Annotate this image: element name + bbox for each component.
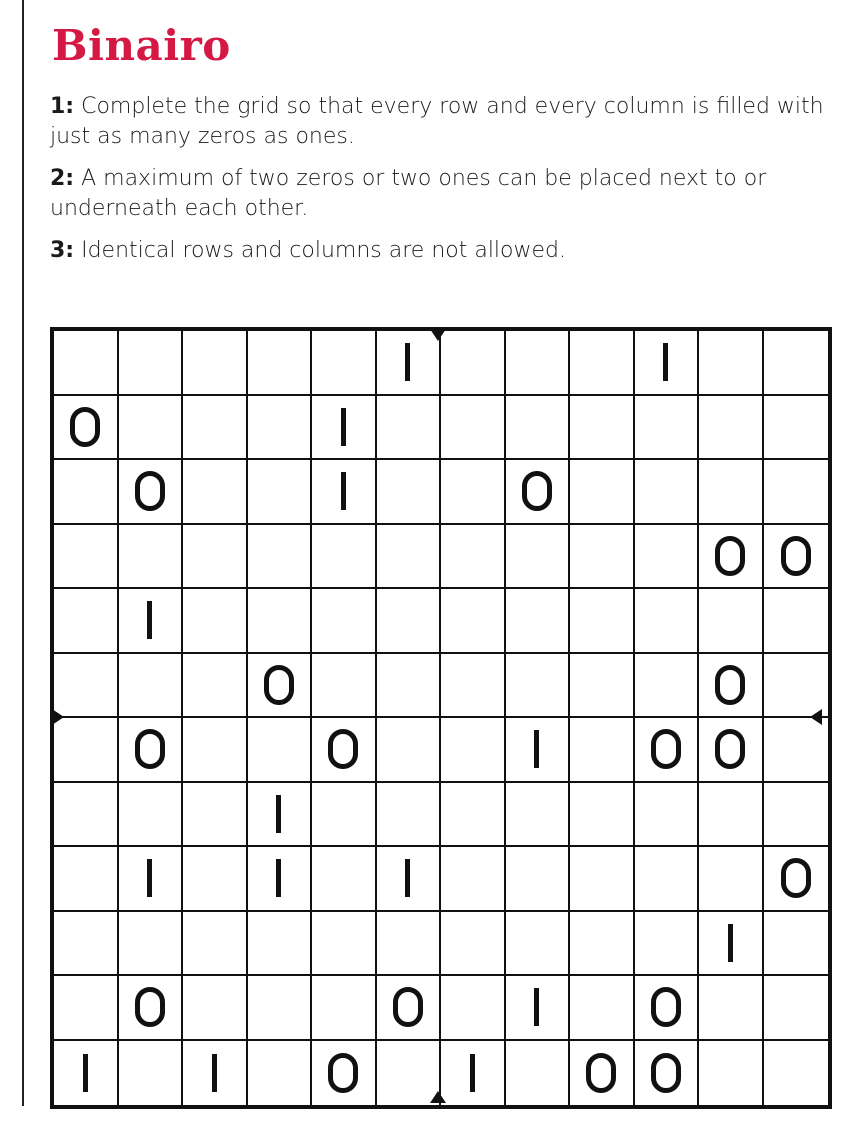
digit-zero: [715, 665, 745, 705]
grid-cell-r6-c6[interactable]: [377, 654, 442, 719]
grid-cell-r10-c11: [699, 912, 764, 977]
grid-cell-r8-c12[interactable]: [764, 783, 829, 848]
grid-cell-r1-c3[interactable]: [183, 331, 248, 396]
grid-cell-r8-c1[interactable]: [54, 783, 119, 848]
grid-cell-r5-c4[interactable]: [248, 589, 313, 654]
grid-cell-r1-c2[interactable]: [119, 331, 184, 396]
grid-cell-r2-c2[interactable]: [119, 396, 184, 461]
grid-cell-r7-c4[interactable]: [248, 718, 313, 783]
grid-cell-r11-c11[interactable]: [699, 976, 764, 1041]
digit-zero: [715, 536, 745, 576]
grid-cell-r3-c3[interactable]: [183, 460, 248, 525]
digit-zero: [715, 729, 745, 769]
digit-zero: [522, 471, 552, 511]
digit-one: [405, 343, 410, 381]
grid-cell-r10-c5[interactable]: [312, 912, 377, 977]
digit-one: [276, 859, 281, 897]
grid-cell-r7-c9[interactable]: [570, 718, 635, 783]
grid-cell-r8-c4: [248, 783, 313, 848]
grid-cell-r4-c9[interactable]: [570, 525, 635, 590]
grid-cell-r10-c7[interactable]: [441, 912, 506, 977]
grid-cell-r6-c4: [248, 654, 313, 719]
grid-cell-r7-c5: [312, 718, 377, 783]
digit-zero: [393, 987, 423, 1027]
grid-cell-r7-c12[interactable]: [764, 718, 829, 783]
grid-cell-r11-c6: [377, 976, 442, 1041]
grid-cell-r9-c8[interactable]: [506, 847, 571, 912]
grid-cell-r11-c9[interactable]: [570, 976, 635, 1041]
grid-cell-r8-c2[interactable]: [119, 783, 184, 848]
grid-cell-r8-c7[interactable]: [441, 783, 506, 848]
rule-number: 2:: [50, 166, 75, 191]
grid-cell-r11-c1[interactable]: [54, 976, 119, 1041]
grid-cell-r4-c7[interactable]: [441, 525, 506, 590]
rule-2: [50, 164, 840, 224]
binairo-grid: [50, 327, 832, 1109]
digit-one: [212, 1054, 217, 1092]
digit-zero: [328, 1053, 358, 1093]
grid-cell-r5-c10[interactable]: [635, 589, 700, 654]
grid-cell-r3-c6[interactable]: [377, 460, 442, 525]
grid-cell-r4-c5[interactable]: [312, 525, 377, 590]
grid-cell-r4-c8[interactable]: [506, 525, 571, 590]
grid-cell-r7-c6[interactable]: [377, 718, 442, 783]
grid-cell-r3-c12[interactable]: [764, 460, 829, 525]
grid-cell-r2-c8[interactable]: [506, 396, 571, 461]
digit-one: [276, 795, 281, 833]
digit-one: [405, 859, 410, 897]
grid-cell-r12-c7: [441, 1041, 506, 1106]
digit-zero: [651, 987, 681, 1027]
grid-cell-r1-c7[interactable]: [441, 331, 506, 396]
grid-cell-r6-c8[interactable]: [506, 654, 571, 719]
grid-cell-r4-c3[interactable]: [183, 525, 248, 590]
grid-cell-r4-c1[interactable]: [54, 525, 119, 590]
digit-zero: [135, 987, 165, 1027]
grid-cell-r4-c12: [764, 525, 829, 590]
rule-text: A maximum of two zeros or two ones can be placed next to or underneath each other.: [50, 166, 767, 221]
rule-text: Complete the grid so that every row and every column is filled with just as many zeros as ones.: [50, 94, 824, 149]
grid-cell-r3-c10[interactable]: [635, 460, 700, 525]
grid-cell-r11-c4[interactable]: [248, 976, 313, 1041]
grid-cell-r5-c9[interactable]: [570, 589, 635, 654]
grid-cell-r10-c4[interactable]: [248, 912, 313, 977]
grid-cell-r8-c10[interactable]: [635, 783, 700, 848]
center-marker-left-icon: [52, 709, 64, 725]
center-marker-right-icon: [810, 709, 822, 725]
grid-cell-r12-c8[interactable]: [506, 1041, 571, 1106]
digit-one: [147, 601, 152, 639]
digit-zero: [651, 1053, 681, 1093]
rule-number: 3:: [50, 238, 75, 263]
digit-one: [341, 408, 346, 446]
grid-cell-r12-c1: [54, 1041, 119, 1106]
grid-cell-r5-c5[interactable]: [312, 589, 377, 654]
grid-cell-r6-c9[interactable]: [570, 654, 635, 719]
grid-cell-r2-c11[interactable]: [699, 396, 764, 461]
rule-number: 1:: [50, 94, 75, 119]
grid-cell-r9-c1[interactable]: [54, 847, 119, 912]
grid-cell-r7-c10: [635, 718, 700, 783]
grid-cell-r9-c7[interactable]: [441, 847, 506, 912]
grid-cell-r6-c11: [699, 654, 764, 719]
grid-cell-r12-c9: [570, 1041, 635, 1106]
digit-zero: [70, 407, 100, 447]
grid-cell-r9-c9[interactable]: [570, 847, 635, 912]
grid-cell-r1-c1[interactable]: [54, 331, 119, 396]
grid-cell-r10-c8[interactable]: [506, 912, 571, 977]
digit-zero: [651, 729, 681, 769]
grid-cell-r1-c4[interactable]: [248, 331, 313, 396]
puzzle-title: Binairo: [52, 21, 231, 70]
digit-zero: [328, 729, 358, 769]
left-margin-rule: [22, 0, 24, 1106]
grid-cell-r3-c2: [119, 460, 184, 525]
grid-cell-r3-c4[interactable]: [248, 460, 313, 525]
grid-cell-r8-c6[interactable]: [377, 783, 442, 848]
grid-cell-r9-c3[interactable]: [183, 847, 248, 912]
grid-cell-r9-c4: [248, 847, 313, 912]
grid-cell-r8-c8[interactable]: [506, 783, 571, 848]
grid-cell-r1-c12[interactable]: [764, 331, 829, 396]
digit-one: [534, 730, 539, 768]
grid-cell-r8-c5[interactable]: [312, 783, 377, 848]
digit-zero: [135, 471, 165, 511]
digit-one: [470, 1054, 475, 1092]
grid-cell-r3-c8: [506, 460, 571, 525]
grid-cell-r9-c6: [377, 847, 442, 912]
grid-cell-r5-c1[interactable]: [54, 589, 119, 654]
grid-cell-r11-c2: [119, 976, 184, 1041]
grid-cell-r12-c5: [312, 1041, 377, 1106]
grid-cell-r11-c3[interactable]: [183, 976, 248, 1041]
digit-zero: [264, 665, 294, 705]
grid-cell-r2-c5: [312, 396, 377, 461]
grid-cell-r3-c11[interactable]: [699, 460, 764, 525]
rule-3: [50, 236, 840, 266]
grid-cell-r11-c7[interactable]: [441, 976, 506, 1041]
grid-cell-r5-c2: [119, 589, 184, 654]
grid-cell-r6-c10[interactable]: [635, 654, 700, 719]
rule-text: Identical rows and columns are not allowed.: [74, 238, 566, 263]
grid-cell-r9-c10[interactable]: [635, 847, 700, 912]
grid-cell-r4-c4[interactable]: [248, 525, 313, 590]
digit-zero: [135, 729, 165, 769]
grid-cell-r1-c10: [635, 331, 700, 396]
grid-cell-r10-c12[interactable]: [764, 912, 829, 977]
grid-cell-r12-c3: [183, 1041, 248, 1106]
grid-cell-r9-c12: [764, 847, 829, 912]
grid-cell-r10-c6[interactable]: [377, 912, 442, 977]
grid-cell-r1-c9[interactable]: [570, 331, 635, 396]
grid-cell-r6-c2[interactable]: [119, 654, 184, 719]
digit-one: [663, 343, 668, 381]
grid-cell-r2-c10[interactable]: [635, 396, 700, 461]
digit-zero: [586, 1053, 616, 1093]
digit-one: [341, 472, 346, 510]
grid-cell-r7-c3[interactable]: [183, 718, 248, 783]
grid-cell-r7-c2: [119, 718, 184, 783]
grid-cell-r11-c12[interactable]: [764, 976, 829, 1041]
grid-cell-r9-c11[interactable]: [699, 847, 764, 912]
digit-one: [534, 988, 539, 1026]
grid-cell-r2-c4[interactable]: [248, 396, 313, 461]
grid-cell-r6-c7[interactable]: [441, 654, 506, 719]
grid-cell-r10-c3[interactable]: [183, 912, 248, 977]
grid-cell-r5-c7[interactable]: [441, 589, 506, 654]
grid-cell-r5-c6[interactable]: [377, 589, 442, 654]
grid-cell-r1-c5[interactable]: [312, 331, 377, 396]
grid-cell-r12-c4[interactable]: [248, 1041, 313, 1106]
grid-cell-r12-c10: [635, 1041, 700, 1106]
rule-1: [50, 92, 840, 152]
grid-cell-r8-c11[interactable]: [699, 783, 764, 848]
digit-one: [83, 1054, 88, 1092]
grid-cell-r3-c9[interactable]: [570, 460, 635, 525]
center-marker-bottom-icon: [430, 1091, 446, 1103]
grid-cell-r2-c7[interactable]: [441, 396, 506, 461]
grid-cell-r10-c1[interactable]: [54, 912, 119, 977]
grid-cell-r4-c11: [699, 525, 764, 590]
grid-cell-r7-c11: [699, 718, 764, 783]
grid-cell-r5-c8[interactable]: [506, 589, 571, 654]
grid-cell-r4-c10[interactable]: [635, 525, 700, 590]
grid-cell-r1-c8[interactable]: [506, 331, 571, 396]
rules-list: [50, 92, 840, 278]
grid-cell-r2-c9[interactable]: [570, 396, 635, 461]
digit-zero: [781, 858, 811, 898]
grid-cell-r2-c6[interactable]: [377, 396, 442, 461]
grid-cell-r10-c2[interactable]: [119, 912, 184, 977]
grid-cell-r6-c5[interactable]: [312, 654, 377, 719]
grid-cell-r10-c10[interactable]: [635, 912, 700, 977]
grid-cell-r9-c2: [119, 847, 184, 912]
grid-cell-r11-c8: [506, 976, 571, 1041]
center-marker-top-icon: [430, 329, 446, 341]
grid-cell-r2-c3[interactable]: [183, 396, 248, 461]
grid-cell-r7-c1[interactable]: [54, 718, 119, 783]
grid-cell-r9-c5[interactable]: [312, 847, 377, 912]
grid-cell-r8-c3[interactable]: [183, 783, 248, 848]
grid-cell-r4-c6[interactable]: [377, 525, 442, 590]
grid-cell-r12-c2[interactable]: [119, 1041, 184, 1106]
grid-cell-r2-c1: [54, 396, 119, 461]
digit-one: [147, 859, 152, 897]
grid-cell-r5-c12[interactable]: [764, 589, 829, 654]
grid-cell-r4-c2[interactable]: [119, 525, 184, 590]
grid-cell-r5-c3[interactable]: [183, 589, 248, 654]
grid-cell-r3-c7[interactable]: [441, 460, 506, 525]
grid-cell-r12-c12[interactable]: [764, 1041, 829, 1106]
grid-cell-r12-c11[interactable]: [699, 1041, 764, 1106]
grid-cell-r2-c12[interactable]: [764, 396, 829, 461]
grid-cell-r3-c1[interactable]: [54, 460, 119, 525]
grid-cell-r10-c9[interactable]: [570, 912, 635, 977]
digit-one: [728, 924, 733, 962]
grid-cell-r11-c10: [635, 976, 700, 1041]
grid-cell-r6-c3[interactable]: [183, 654, 248, 719]
grid-cell-r8-c9[interactable]: [570, 783, 635, 848]
digit-zero: [781, 536, 811, 576]
grid-cell-r5-c11[interactable]: [699, 589, 764, 654]
grid-cell-r3-c5: [312, 460, 377, 525]
grid-cell-r11-c5[interactable]: [312, 976, 377, 1041]
grid-cell-r1-c11[interactable]: [699, 331, 764, 396]
grid-cell-r7-c8: [506, 718, 571, 783]
grid-cell-r7-c7[interactable]: [441, 718, 506, 783]
